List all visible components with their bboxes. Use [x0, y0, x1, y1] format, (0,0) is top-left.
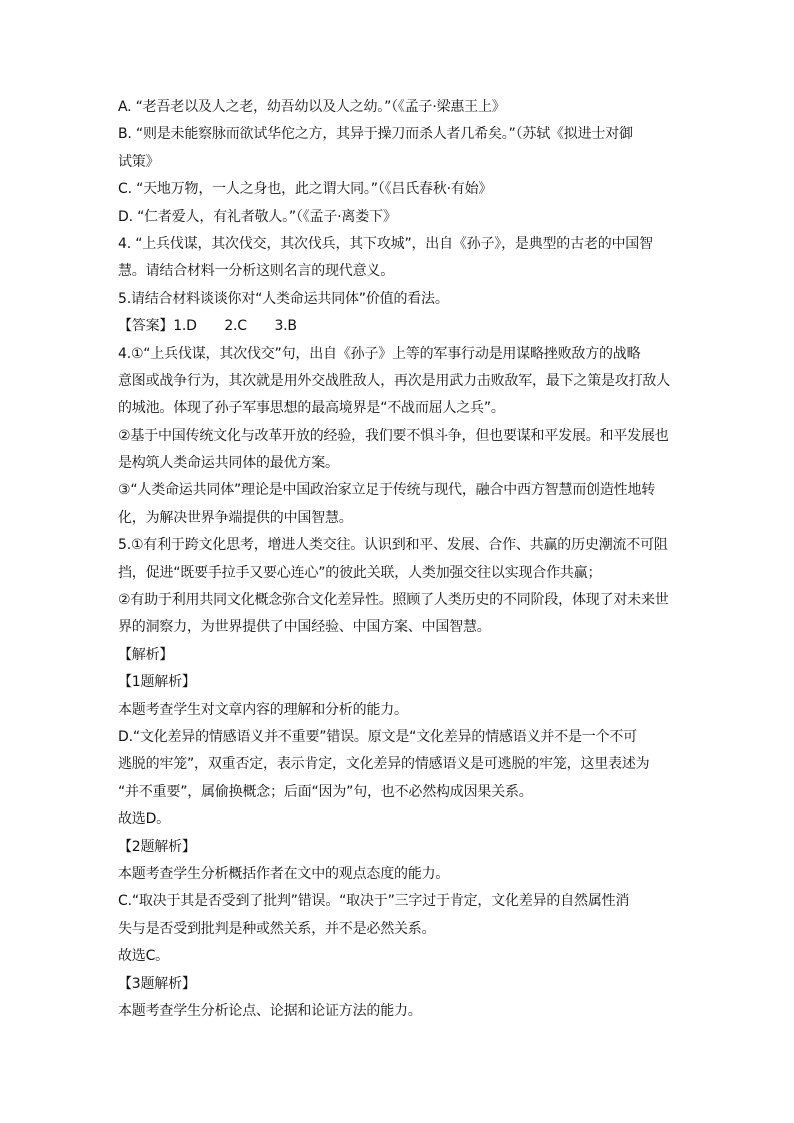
text-line: ③“人类命运共同体”理论是中国政治家立足于传统与现代，融合中西方智慧而创造性地转 [118, 482, 656, 499]
text-line: 本题考查学生分析概括作者在文中的观点态度的能力。 [118, 865, 450, 882]
text-line: 5.请结合材料谈谈你对“人类命运共同体”价值的看法。 [118, 290, 449, 307]
text-line: D. “仁者爱人，有礼者敬人。”（《孟子·离娄下》 [118, 208, 397, 225]
text-line: 的城池。体现了孙子军事思想的最高境界是“不战而屈人之兵”。 [118, 400, 505, 417]
document-page [118, 94, 688, 1025]
text-line: ②基于中国传统文化与改革开放的经验，我们要不惧斗争，但也要谋和平发展。和平发展也 [118, 427, 669, 444]
text-line: 意图或战争行为，其次就是用外交战胜敌人，再次是用武力击败敌军，最下之策是攻打敌人 [118, 372, 670, 389]
text-line: 【答案】1.D 2.C 3.B [118, 318, 297, 335]
text-line: 失与是否受到批判是种或然关系，并不是必然关系。 [118, 920, 436, 937]
text-line: 试策》 [118, 153, 160, 170]
text-line: 本题考查学生对文章内容的理解和分析的能力。 [118, 701, 408, 718]
text-line: 本题考查学生分析论点、论据和论证方法的能力。 [118, 1002, 422, 1019]
text-line: D.“文化差异的情感语义并不重要”错误。原文是“文化差异的情感语义并不是一个不可 [118, 728, 637, 745]
text-line: C. “天地万物，一人之身也，此之谓大同。”（《吕氏春秋·有始》 [118, 181, 493, 198]
text-line: 故选D。 [118, 811, 170, 828]
text-line: 4.①“上兵伐谋，其次伐交”句，出自《孙子》上等的军事行动是用谋略挫败敌方的战略 [118, 345, 641, 362]
text-line: 【1题解析】 [118, 674, 196, 691]
text-line: C.“取决于其是否受到了批判”错误。“取决于”三字过于肯定，文化差异的自然属性消 [118, 893, 630, 910]
text-line: 逃脱的牢笼”，双重否定，表示肯定，文化差异的情感语义是可逃脱的牢笼，这里表述为 [118, 756, 650, 773]
text-line: 故选C。 [118, 948, 169, 965]
text-line: 【3题解析】 [118, 975, 196, 992]
text-line: 挡，促进“既要手拉手又要心连心”的彼此关联，人类加强交往以实现合作共赢； [118, 564, 602, 581]
text-line: 【2题解析】 [118, 838, 196, 855]
text-line: 是构筑人类命运共同体的最优方案。 [118, 455, 339, 472]
text-line: 【解析】 [118, 646, 174, 663]
text-line: 化，为解决世界争端提供的中国智慧。 [118, 509, 353, 526]
text-line: 5.①有利于跨文化思考，增进人类交往。认识到和平、发展、合作、共赢的历史潮流不可阻 [118, 537, 668, 554]
text-line: ②有助于利用共同文化概念弥合文化差异性。照顾了人类历史的不同阶段，体现了对未来世 [118, 592, 669, 609]
text-line: 界的洞察力，为世界提供了中国经验、中国方案、中国智慧。 [118, 619, 491, 636]
text-line: A. “老吾老以及人之老，幼吾幼以及人之幼。”（《孟子·梁惠王上》 [118, 99, 506, 115]
text-line: “并不重要”，属偷换概念；后面“因为”句，也不必然构成因果关系。 [118, 783, 533, 800]
text-line: B. “则是未能察脉而欲试华佗之方，其异于操刀而杀人者几希矣。”（苏轼《拟进士对御 [118, 126, 633, 143]
text-line: 4. “上兵伐谋，其次伐交，其次伐兵，其下攻城”，出自《孙子》，是典型的古老的中国智 [118, 235, 653, 252]
text-line: 慧。请结合材料一分析这则名言的现代意义。 [118, 263, 394, 280]
